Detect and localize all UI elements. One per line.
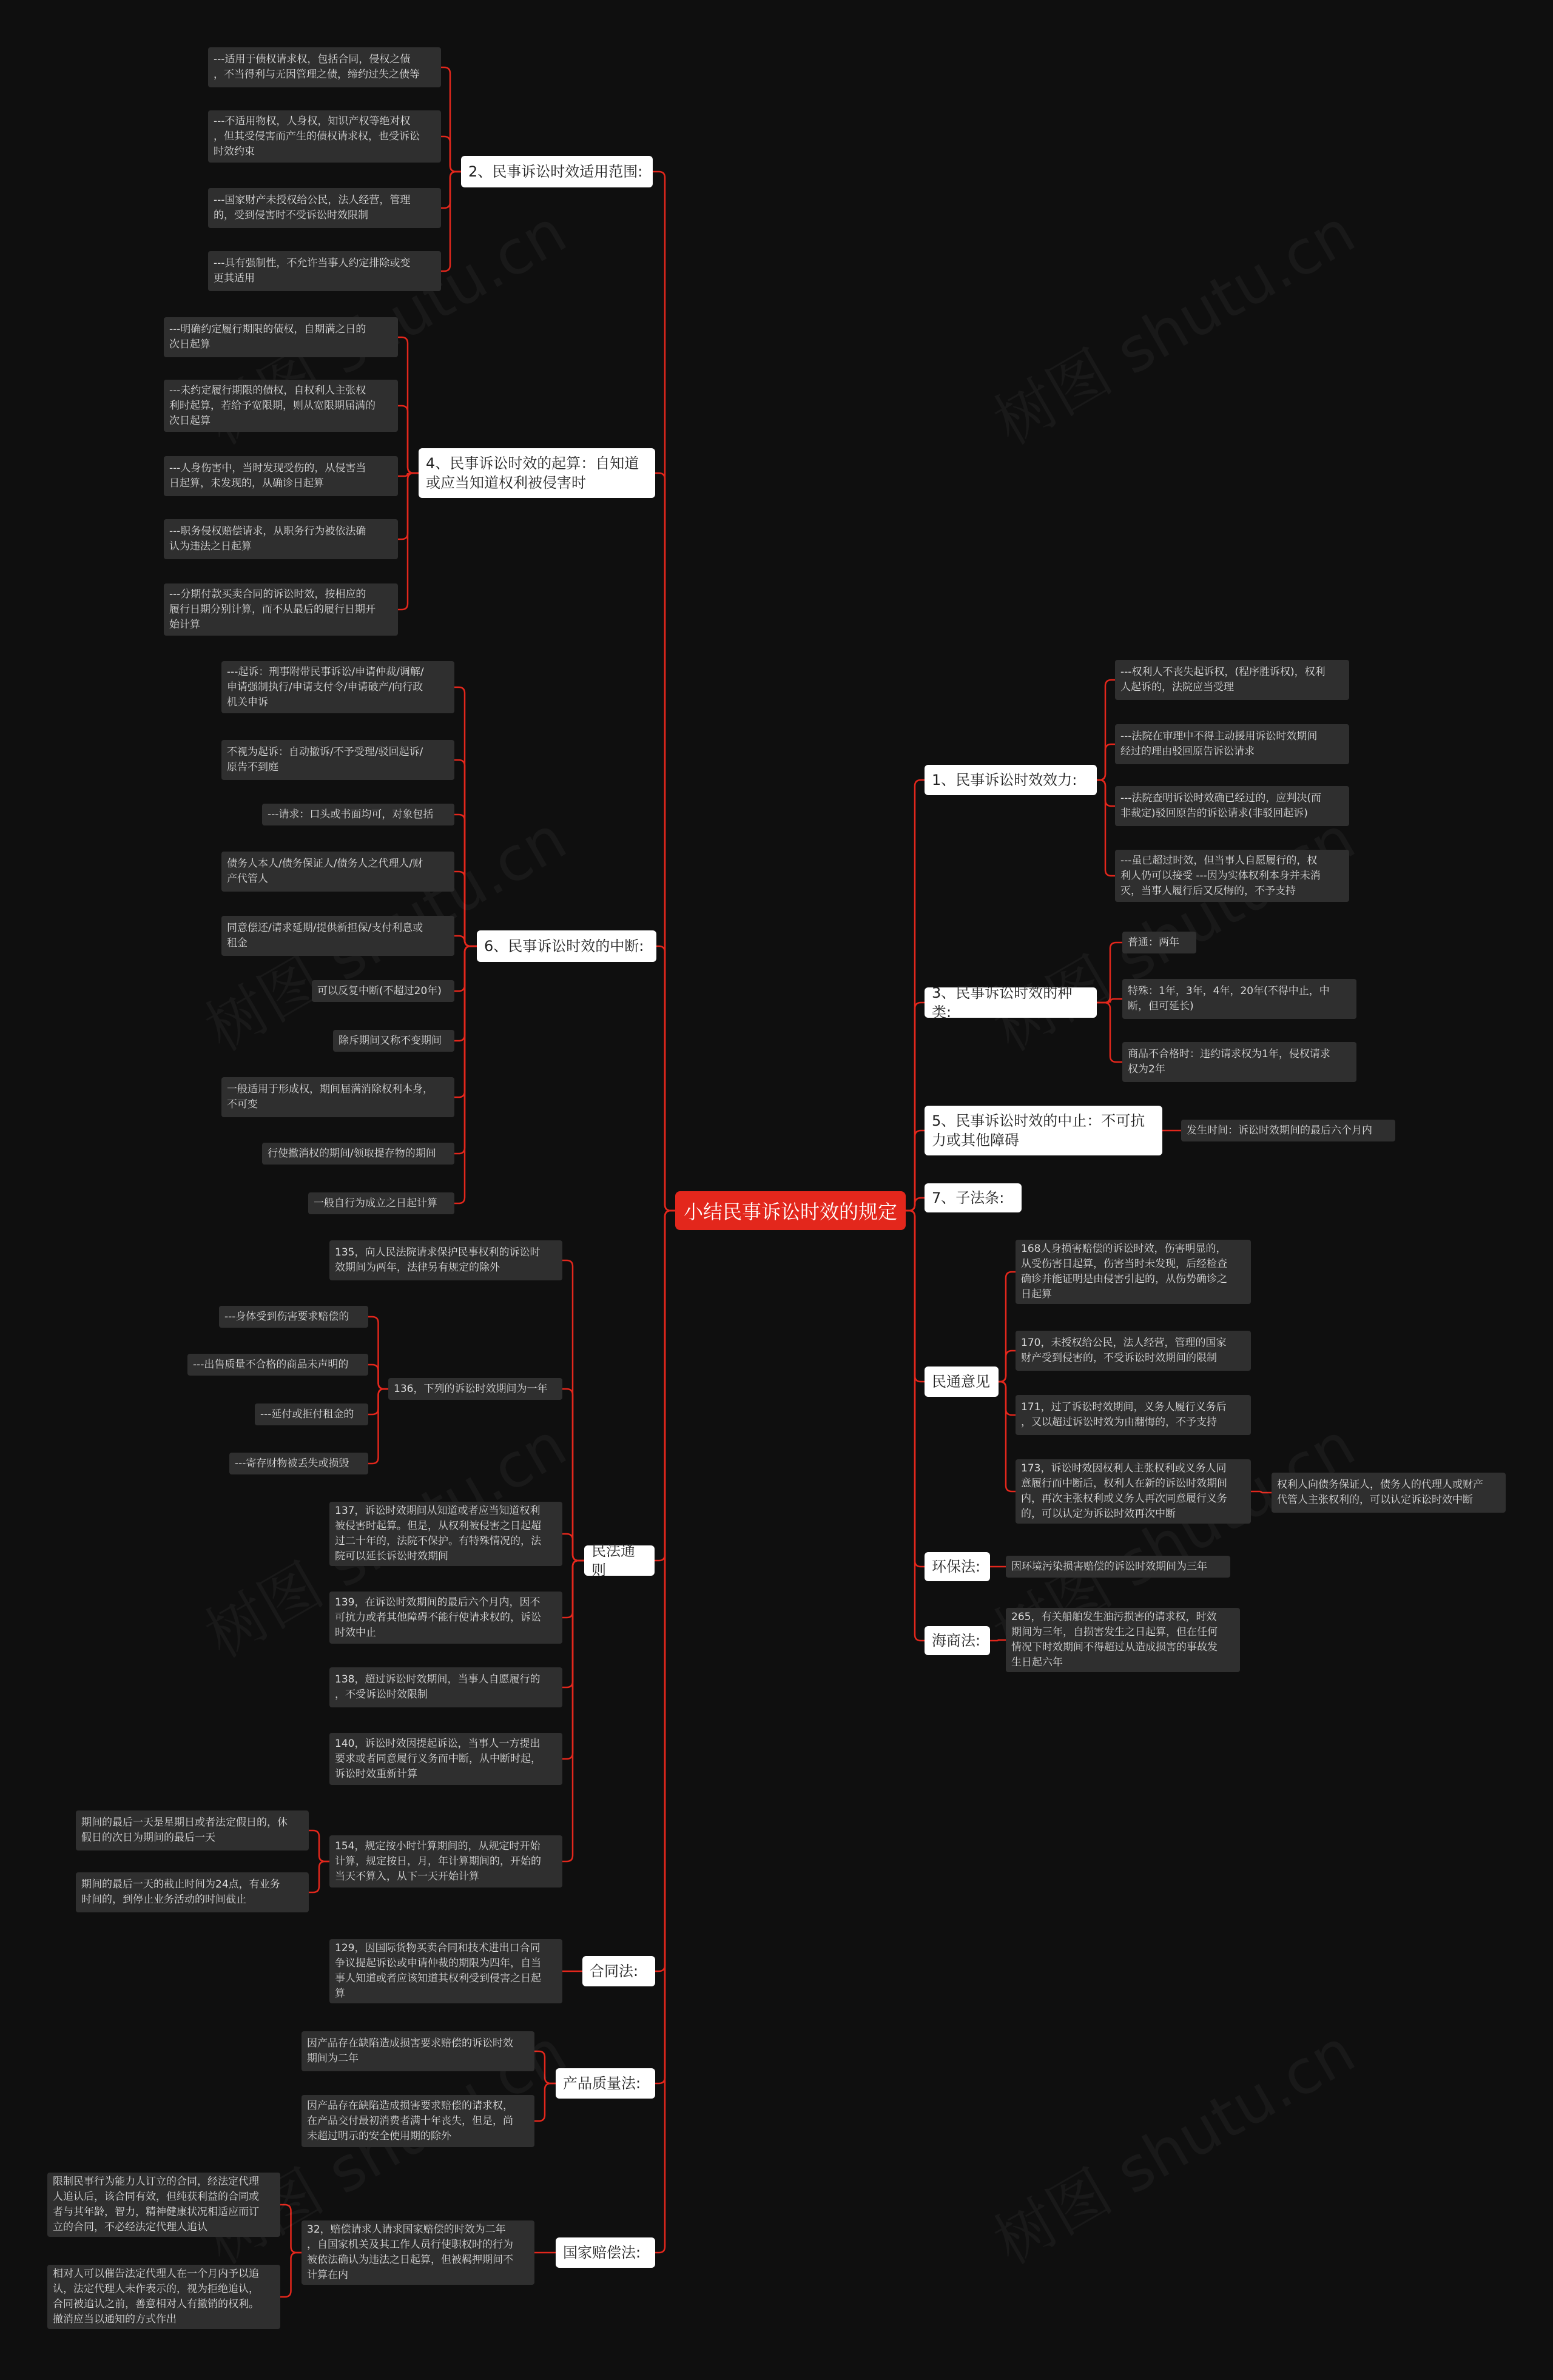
- connector-line: [1097, 943, 1122, 1003]
- connector-line: [1097, 1003, 1122, 1062]
- connector-line: [454, 946, 477, 1097]
- connector-line: [534, 2051, 556, 2083]
- branch-start-time[interactable]: 4、民事诉讼时效的起算：自知道 或应当知道权利被侵害时: [419, 448, 655, 498]
- root-topic[interactable]: 小结民事诉讼时效的规定: [675, 1191, 906, 1230]
- connector-line: [454, 815, 477, 946]
- leaf-node[interactable]: ---不适用物权，人身权，知识产权等绝对权 ，但其受侵害而产生的债权请求权，也受诉讼 时效约束: [208, 110, 441, 163]
- connector-line: [441, 136, 461, 172]
- connector-line: [656, 946, 675, 1211]
- leaf-node[interactable]: 因环境污染损害赔偿的诉讼时效期间为三年: [1006, 1556, 1230, 1578]
- leaf-node[interactable]: ---出售质量不合格的商品未声明的: [187, 1354, 368, 1376]
- branch-sub-articles[interactable]: 7、子法条:: [925, 1183, 1022, 1212]
- leaf-node[interactable]: ---明确约定履行期限的债权，自期满之日的 次日起算: [164, 317, 398, 357]
- connector-line: [454, 946, 477, 1203]
- leaf-node[interactable]: ---身体受到伤害要求赔偿的: [219, 1306, 368, 1328]
- connector-line: [653, 172, 675, 1211]
- connector-line: [454, 936, 477, 946]
- leaf-node[interactable]: 不视为起诉：自动撤诉/不予受理/驳回起诉/ 原告不到庭: [221, 740, 454, 780]
- leaf-node[interactable]: ---职务侵权赔偿请求，从职务行为被依法确 认为违法之日起算: [164, 519, 398, 559]
- branch-types[interactable]: 3、民事诉讼时效的种类:: [925, 987, 1097, 1018]
- branch-product-quality-law[interactable]: 产品质量法:: [556, 2068, 655, 2099]
- leaf-node[interactable]: 普通：两年: [1122, 932, 1196, 953]
- connector-line: [441, 67, 461, 172]
- branch-state-compensation-law[interactable]: 国家赔偿法:: [556, 2237, 655, 2268]
- leaf-node[interactable]: 138，超过诉讼时效期间，当事人自愿履行的 ，不受诉讼时效限制: [329, 1667, 562, 1707]
- leaf-node[interactable]: 债务人本人/债务保证人/债务人之代理人/财 产代管人: [221, 852, 454, 892]
- connector-line: [441, 172, 461, 271]
- connector-line: [454, 687, 477, 946]
- connector-line: [562, 1389, 584, 1561]
- leaf-node[interactable]: 32，赔偿请求人请求国家赔偿的时效为二年 ，自国家机关及其工作人员行使职权时的行为 被依法确认为违法之日起算，但被羁押期间不 计算在内: [302, 2220, 534, 2285]
- branch-contract-law[interactable]: 合同法:: [582, 1956, 655, 1986]
- leaf-node[interactable]: ---未约定履行期限的债权，自权利人主张权 利时起算，若给予宽限期，则从宽限期届满的 次日起算: [164, 380, 398, 432]
- connector-line: [368, 1365, 388, 1389]
- leaf-node[interactable]: 同意偿还/请求延期/提供新担保/支付利息或 租金: [221, 916, 454, 956]
- leaf-node[interactable]: 一般自行为成立之日起计算: [308, 1192, 454, 1214]
- leaf-node[interactable]: 129，因国际货物买卖合同和技术进出口合同 争议提起诉讼或申请仲裁的期限为四年，自当 事人知道或者应该知道其权利受到侵害之日起 算: [329, 1939, 562, 2003]
- connector-line: [280, 2253, 302, 2297]
- connector-line: [906, 1211, 925, 1641]
- branch-maritime-law[interactable]: 海商法:: [925, 1626, 990, 1655]
- connector-line: [534, 2083, 556, 2121]
- branch-effect[interactable]: 1、民事诉讼时效效力:: [925, 765, 1097, 795]
- leaf-node[interactable]: 限制民事行为能力人订立的合同，经法定代理 人追认后，该合同有效，但纯获利益的合同或 者与其年龄，智力，精神健康状况相适应而订 立的合同，不必经法定代理人追认: [47, 2173, 280, 2237]
- connector-line: [562, 1561, 584, 1861]
- leaf-node[interactable]: 135，向人民法院请求保护民事权利的诉讼时 效期间为两年，法律另有规定的除外: [329, 1240, 562, 1280]
- leaf-node[interactable]: 171，过了诉讼时效期间，义务人履行义务后 ，又以超过诉讼时效为由翻悔的，不予支持: [1016, 1395, 1251, 1435]
- leaf-node[interactable]: 一般适用于形成权，期间届满消除权利本身， 不可变: [221, 1077, 454, 1117]
- connector-line: [280, 2205, 302, 2253]
- leaf-node[interactable]: 除斥期间又称不变期间: [333, 1030, 454, 1052]
- leaf-node[interactable]: 期间的最后一天的截止时间为24点，有业务 时间的，到停止业务活动的时间截止: [76, 1872, 309, 1912]
- leaf-node[interactable]: 139，在诉讼时效期间的最后六个月内，因不 可抗力或者其他障碍不能行使请求权的，诉讼 时效中止: [329, 1592, 562, 1644]
- leaf-node[interactable]: ---分期付款买卖合同的诉讼时效，按相应的 履行日期分别计算，而不从最后的履行日期开 始计算: [164, 583, 398, 636]
- leaf-node[interactable]: 可以反复中断(不超过20年): [312, 980, 454, 1002]
- connector-line: [454, 946, 477, 1041]
- branch-interruption[interactable]: 6、民事诉讼时效的中断:: [477, 930, 656, 962]
- leaf-node[interactable]: ---起诉：刑事附带民事诉讼/申请仲裁/调解/ 申请强制执行/申请支付令/申请破产/向行政 机关申诉: [221, 661, 454, 713]
- leaf-node[interactable]: 154，规定按小时计算期间的，从规定时开始 计算，规定按日，月，年计算期间的，开始的 当天不算入，从下一天开始计算: [329, 1835, 562, 1888]
- leaf-node[interactable]: 特殊：1年，3年，4年，20年(不得中止，中 断，但可延长): [1122, 979, 1356, 1019]
- leaf-node[interactable]: ---请求：口头或书面均可，对象包括: [262, 804, 454, 825]
- connector-line: [1097, 780, 1115, 876]
- leaf-node[interactable]: 权利人向债务保证人，债务人的代理人或财产 代管人主张权利的，可以认定诉讼时效中断: [1272, 1473, 1506, 1513]
- leaf-node[interactable]: 商品不合格时：违约请求权为1年，侵权请求 权为2年: [1122, 1042, 1356, 1082]
- branch-environment-law[interactable]: 环保法:: [925, 1552, 990, 1581]
- leaf-node[interactable]: 136，下列的诉讼时效期间为一年: [388, 1378, 562, 1400]
- leaf-node[interactable]: 发生时间：诉讼时效期间的最后六个月内: [1181, 1120, 1395, 1141]
- leaf-node[interactable]: 因产品存在缺陷造成损害要求赔偿的诉讼时效 期间为二年: [302, 2031, 534, 2071]
- connector-line: [906, 1198, 925, 1211]
- leaf-node[interactable]: 因产品存在缺陷造成损害要求赔偿的请求权， 在产品交付最初消费者满十年丧失，但是，尚 未超过明示的安全使用期的除外: [302, 2095, 534, 2147]
- leaf-node[interactable]: 265，有关船舶发生油污损害的请求权，时效 期间为三年，自损害发生之日起算，但在任何 情况下时效期间不得超过从造成损害的事故发 生日起六年: [1006, 1608, 1240, 1672]
- connector-line: [999, 1351, 1016, 1382]
- leaf-node[interactable]: 行使撤消权的期间/领取提存物的期间: [262, 1143, 454, 1165]
- leaf-node[interactable]: 173，诉讼时效因权利人主张权利或义务人同 意履行而中断后，权利人在新的诉讼时效期间 内，再次主张权利或义务人再次同意履行义务 的，可以认定为诉讼时效再次中断: [1016, 1459, 1251, 1524]
- leaf-node[interactable]: ---国家财产未授权给公民，法人经营，管理 的，受到侵害时不受诉讼时效限制: [208, 188, 441, 228]
- leaf-node[interactable]: 140，诉讼时效因提起诉讼，当事人一方提出 要求或者同意履行义务而中断，从中断时起， 诉讼时效重新计算: [329, 1733, 562, 1785]
- connector-line: [441, 172, 461, 208]
- leaf-node[interactable]: ---虽已超过时效，但当事人自愿履行的，权 利人仍可以接受 ---因为实体权利本身并未消 灭，当事人履行后又反悔的，不予支持: [1115, 850, 1349, 902]
- leaf-node[interactable]: ---具有强制性，不允许当事人约定排除或变 更其适用: [208, 251, 441, 291]
- connector-line: [398, 473, 419, 610]
- connector-line: [999, 1382, 1016, 1491]
- connector-line: [309, 1861, 329, 1892]
- leaf-node[interactable]: 170，未授权给公民，法人经营，管理的国家 财产受到侵害的，不受诉讼时效期间的限制: [1016, 1331, 1251, 1371]
- connector-line: [655, 1211, 675, 2253]
- leaf-node[interactable]: ---适用于债权请求权，包括合同，侵权之债 ，不当得利与无因管理之债，缔约过失之债等: [208, 47, 441, 87]
- connector-line: [1097, 744, 1115, 780]
- connector-line: [454, 946, 477, 991]
- branch-civil-opinions[interactable]: 民通意见: [925, 1366, 999, 1397]
- connector-line: [398, 406, 419, 473]
- connector-line: [454, 872, 477, 946]
- leaf-node[interactable]: ---寄存财物被丢失或损毁: [229, 1453, 368, 1474]
- leaf-node[interactable]: 相对人可以催告法定代理人在一个月内予以追 认，法定代理人未作表示的，视为拒绝追认， 合同被追认之前，善意相对人有撤销的权利。 撤消应当以通知的方式作出: [47, 2265, 280, 2329]
- leaf-node[interactable]: ---延付或拒付租金的: [255, 1403, 368, 1425]
- leaf-node[interactable]: 168人身损害赔偿的诉讼时效，伤害明显的， 从受伤害日起算，伤害当时未发现，后经检查 确诊并能证明是由侵害引起的，从伤势确诊之 日起算: [1016, 1240, 1251, 1304]
- leaf-node[interactable]: ---法院查明诉讼时效确已经过的，应判决(而 非裁定)驳回原告的诉讼请求(非驳回起诉): [1115, 786, 1349, 826]
- leaf-node[interactable]: ---人身伤害中，当时发现受伤的，从侵害当 日起算，未发现的，从确诊日起算: [164, 456, 398, 496]
- connector-line: [999, 1382, 1016, 1415]
- branch-civil-law[interactable]: 民法通则: [584, 1545, 655, 1576]
- branch-suspension[interactable]: 5、民事诉讼时效的中止：不可抗 力或其他障碍: [925, 1106, 1162, 1155]
- connector-line: [309, 1830, 329, 1861]
- leaf-node[interactable]: ---法院在审理中不得主动援用诉讼时效期间 经过的理由驳回原告诉讼请求: [1115, 724, 1349, 764]
- connector-line: [990, 1640, 1006, 1641]
- leaf-node[interactable]: 期间的最后一天是星期日或者法定假日的，休 假日的次日为期间的最后一天: [76, 1810, 309, 1851]
- leaf-node[interactable]: ---权利人不丧失起诉权，(程序胜诉权)，权利 人起诉的，法院应当受理: [1115, 660, 1349, 700]
- branch-scope[interactable]: 2、民事诉讼时效适用范围:: [461, 156, 653, 187]
- connector-line: [1251, 1491, 1272, 1493]
- connector-line: [454, 760, 477, 946]
- connector-line: [454, 946, 477, 1154]
- connector-line: [368, 1389, 388, 1464]
- connector-line: [999, 1272, 1016, 1382]
- leaf-node[interactable]: 137，诉讼时效期间从知道或者应当知道权利 被侵害时起算。但是，从权利被侵害之日起超 过二十年的，法院不保护。有特殊情况的，法 院可以延长诉讼时效期间: [329, 1502, 562, 1566]
